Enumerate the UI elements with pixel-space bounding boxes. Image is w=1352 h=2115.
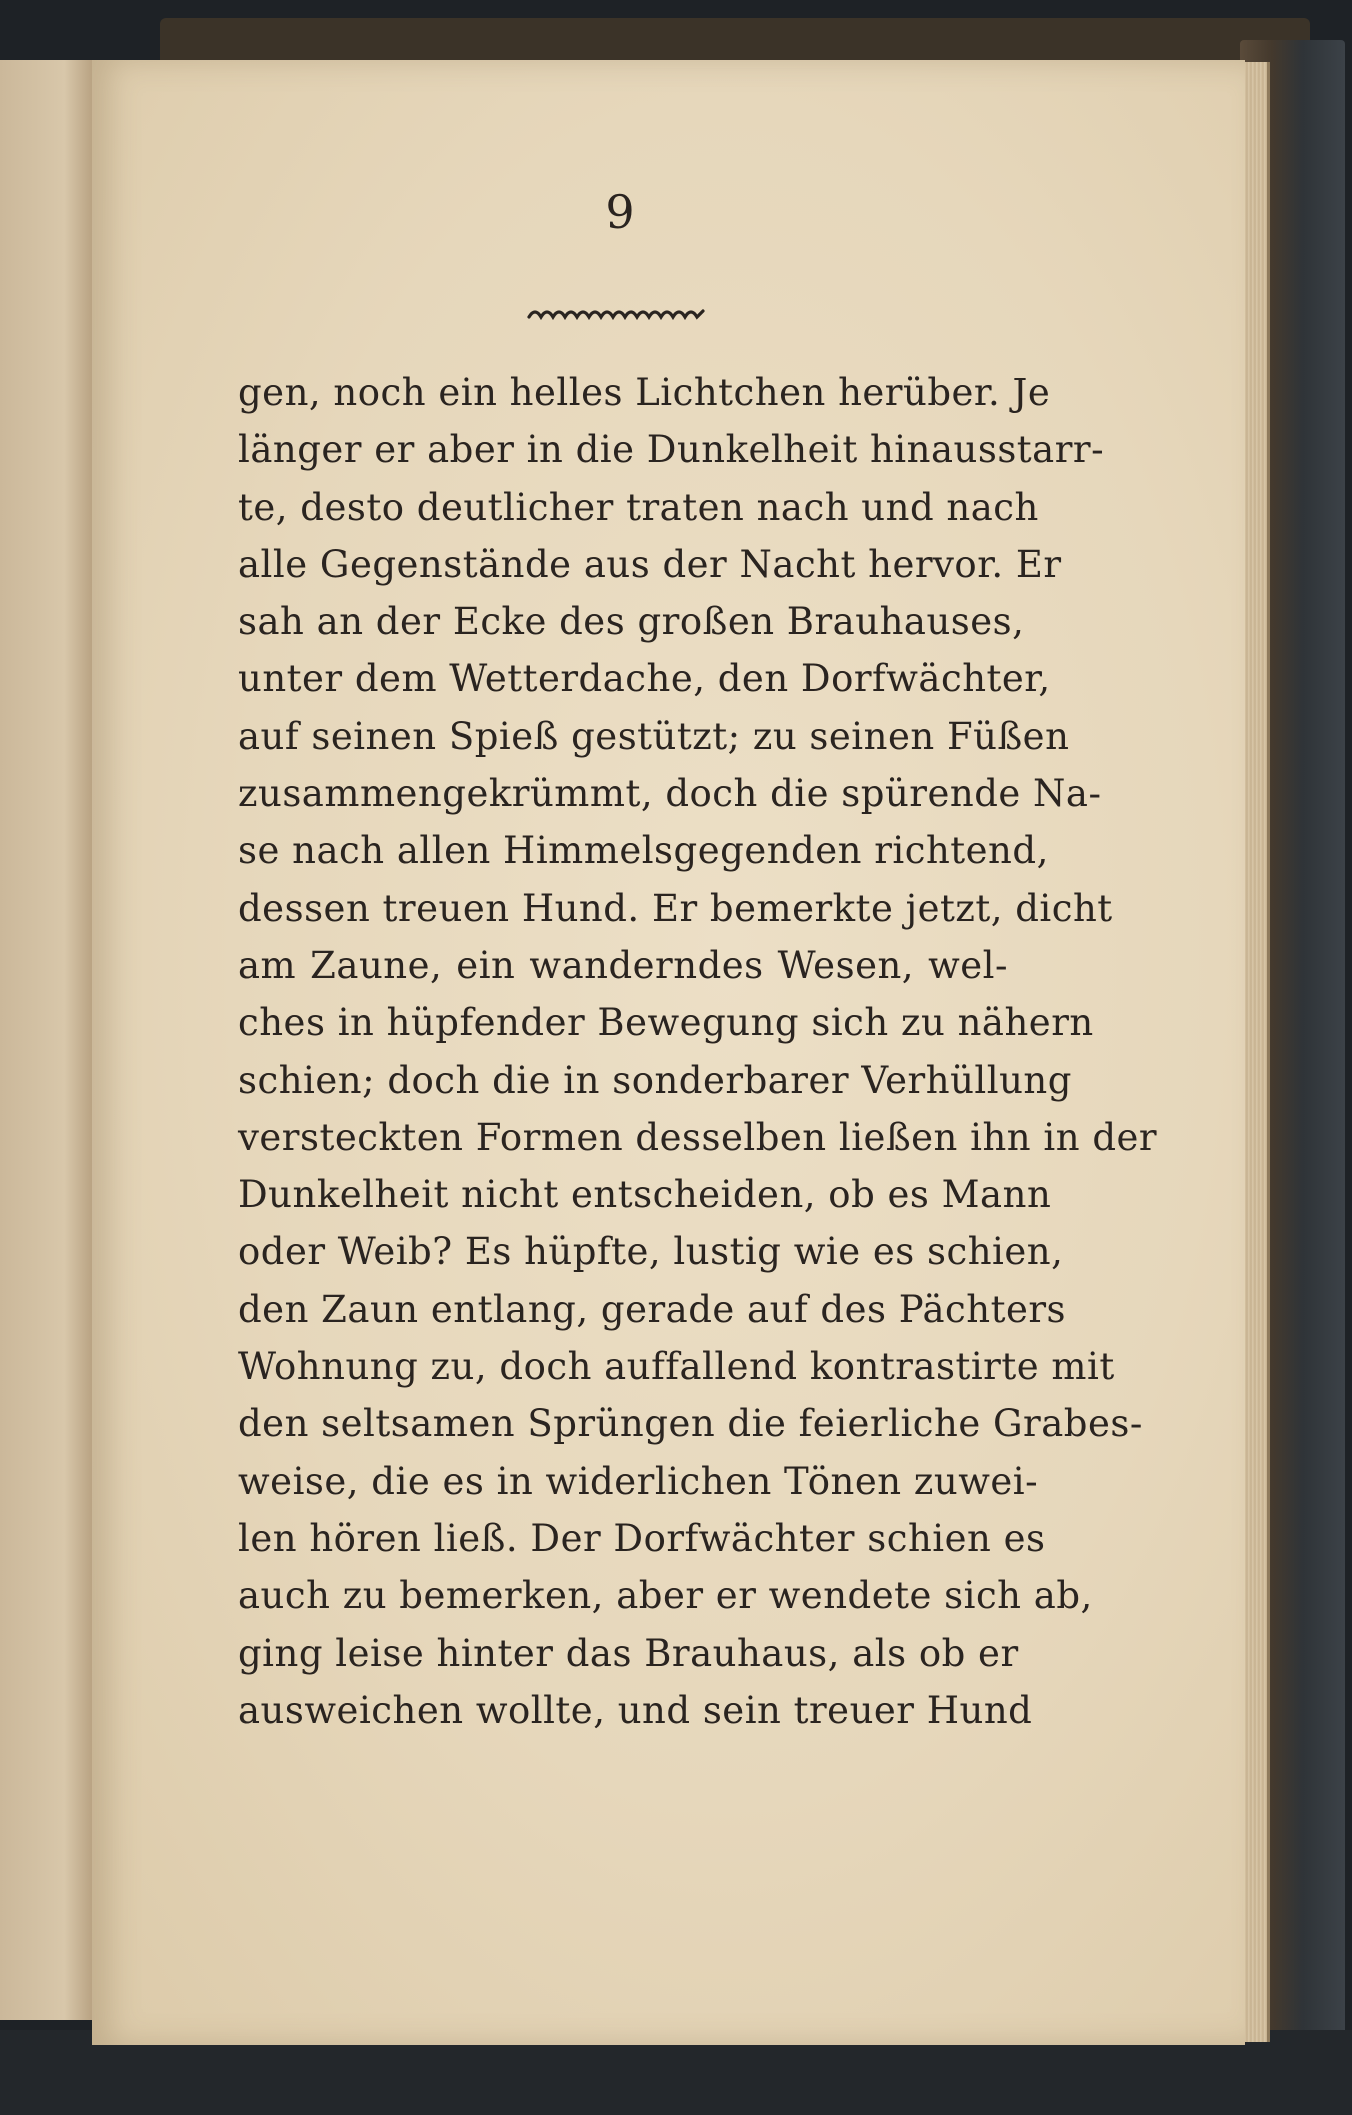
- text-line: ging leise hinter das Brauhaus, als ob er: [238, 1631, 1019, 1675]
- text-line: auch zu bemerken, aber er wendete sich ab,: [238, 1574, 1093, 1618]
- wave-rule-ornament-icon: [527, 305, 705, 321]
- text-line: ches in hüpfender Bewegung sich zu nähern: [238, 1001, 1094, 1045]
- text-line: versteckten Formen desselben ließen ihn in der: [238, 1115, 1158, 1159]
- page-number: 9: [605, 185, 635, 239]
- body-text: [238, 364, 1158, 1739]
- text-line: dessen treuen Hund. Er bemerkte jetzt, dicht: [238, 886, 1113, 930]
- text-line: Dunkelheit nicht entscheiden, ob es Mann: [238, 1173, 1052, 1217]
- text-line: oder Weib? Es hüpfte, lustig wie es schien,: [238, 1230, 1064, 1274]
- text-line: sah an der Ecke des großen Brauhauses,: [238, 600, 1025, 644]
- text-line: den Zaun entlang, gerade auf des Pächters: [238, 1287, 1067, 1331]
- text-line: ausweichen wollte, und sein treuer Hund: [238, 1688, 1033, 1732]
- text-line: zusammengekrümmt, doch die spürende Na-: [238, 772, 1102, 816]
- text-line: se nach allen Himmelsgegenden richtend,: [238, 829, 1049, 873]
- text-line: te, desto deutlicher traten nach und nach: [238, 485, 1039, 529]
- text-line: länger er aber in die Dunkelheit hinausstarr-: [238, 428, 1105, 472]
- text-line: am Zaune, ein wanderndes Wesen, wel-: [238, 943, 1008, 987]
- text-line: auf seinen Spieß gestützt; zu seinen Füßen: [238, 714, 1070, 758]
- book-cover-top: [160, 18, 1310, 66]
- text-line: den seltsamen Sprüngen die feierliche Grabes-: [238, 1402, 1143, 1446]
- text-line: Wohnung zu, doch auffallend kontrastirte mit: [238, 1345, 1115, 1389]
- facing-page-edge: [0, 60, 94, 2020]
- text-line: schien; doch die in sonderbarer Verhüllung: [238, 1058, 1072, 1102]
- text-line: weise, die es in widerlichen Tönen zuwei-: [238, 1459, 1039, 1503]
- page-block-edges: [1245, 62, 1270, 2042]
- text-line: unter dem Wetterdache, den Dorfwächter,: [238, 657, 1051, 701]
- text-line: alle Gegenstände aus der Nacht hervor. Er: [238, 542, 1062, 586]
- text-line: gen, noch ein helles Lichtchen herüber. Je: [238, 371, 1051, 414]
- text-line: len hören ließ. Der Dorfwächter schien es: [238, 1516, 1046, 1560]
